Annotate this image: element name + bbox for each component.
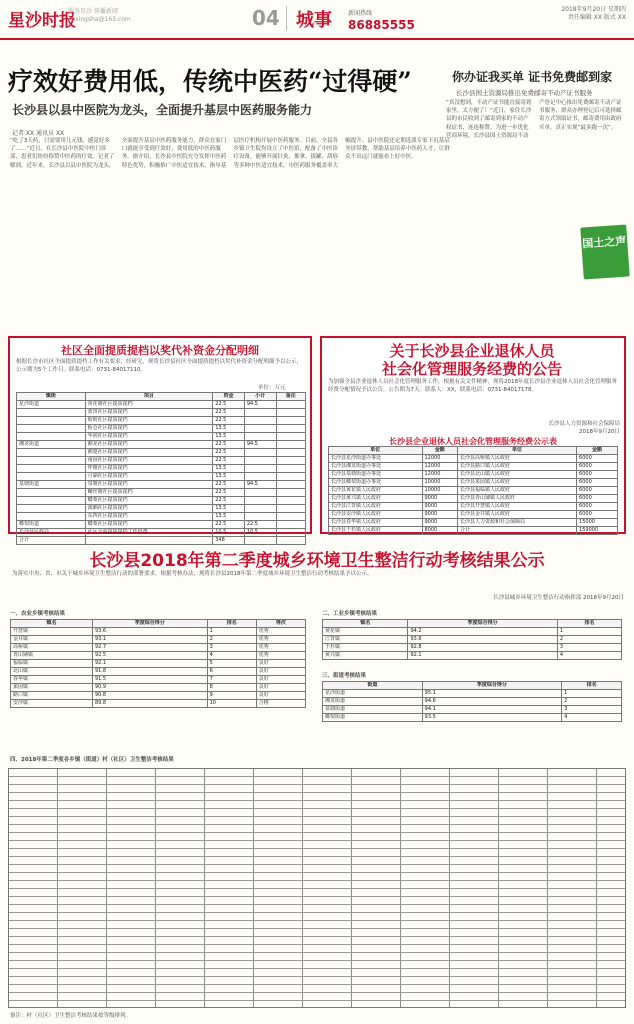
table-cell: 路口镇 (11, 692, 93, 700)
table-row (17, 505, 306, 513)
table-cell (276, 409, 305, 417)
main-subhead: 长沙县以县中医院为龙头，全面提升基层中医药服务能力 (12, 103, 313, 117)
right-article-body: “真没想到，不动产证书能直接寄到家里，太方便了！”近日，家住长沙县的市民收到了邮寄到家的不动产权证书，连连称赞。为进一步优化营商环境，长沙县国土资源局不动产登记中心推出免费邮寄不动产证书服务，群众办理登记后可选择邮寄方式领取证书，邮寄费用由政府买单，真正实现“最多跑一次”。 (446, 100, 622, 139)
table-cell: 4 (562, 714, 622, 722)
table-row (323, 690, 622, 698)
table-cell: 江背镇 (323, 636, 408, 644)
table-cell: 348 (213, 537, 245, 545)
table-cell (276, 465, 305, 473)
village-results-grid (8, 768, 626, 1008)
table-cell: 22.5 (244, 521, 276, 529)
table-cell: 春华镇 (11, 676, 93, 684)
table-cell (244, 489, 276, 497)
footnote: 备注：村（社区）卫生整洁考核结果按等级排列。 (10, 1013, 132, 1019)
table-cell: 良好 (256, 668, 305, 676)
table-cell: 果园镇 (11, 684, 93, 692)
table-cell: 4 (207, 652, 256, 660)
table-cell: 6000 (577, 503, 618, 511)
table-cell: 12000 (422, 471, 458, 479)
table-cell (276, 529, 305, 537)
table-cell (244, 409, 276, 417)
t4-title: 四、2018年第二季度各乡镇（街道）村（社区）卫生整洁考核结果 (10, 757, 174, 763)
fund-table (16, 392, 306, 545)
table-cell (276, 537, 305, 545)
table-cell: 泉塘社区提质提档 (85, 481, 213, 489)
table-cell: 盼盼社区提质提档 (85, 417, 213, 425)
table-header-cell: 街道 (323, 682, 423, 690)
table-cell: 95.1 (422, 690, 562, 698)
right-headline: 你办证我买单 证书免费邮到家 (452, 70, 613, 84)
table-cell: 长沙县果园镇人民政府 (458, 479, 577, 487)
table-cell (276, 449, 305, 457)
table-row (17, 465, 306, 473)
table-cell (276, 481, 305, 489)
table-cell: 9 (207, 692, 256, 700)
table-row (17, 417, 306, 425)
table-row (17, 489, 306, 497)
table-cell: 13.5 (213, 505, 245, 513)
table-cell: 13.5 (213, 433, 245, 441)
table-cell (17, 457, 86, 465)
table-row (11, 668, 306, 676)
fund-title: 社区全面提质提档以奖代补资金分配明细 (61, 344, 259, 357)
table-cell: 9000 (422, 503, 458, 511)
t1-title: 一、农业乡镇考核结果 (10, 611, 66, 617)
table-cell: 湘龙街道 (323, 698, 423, 706)
table-row (329, 527, 618, 535)
table-cell (276, 521, 305, 529)
page-number: 04 (252, 6, 287, 30)
table-row (17, 449, 306, 457)
table-cell: 22.5 (213, 521, 245, 529)
table-cell: 92.8 (408, 644, 557, 652)
table-cell: 泉塘街道 (17, 481, 86, 489)
table-cell: 良好 (256, 692, 305, 700)
assessment-intro: 为落实中央、省、市关于城乡环境卫生整洁行动的部署要求，根据考核办法，现将长沙县2018年第二季度城乡环境卫生整洁行动考核结果予以公示。 (12, 571, 373, 577)
table-row (17, 521, 306, 529)
table-cell: 10.5 (244, 529, 276, 537)
table-cell: 榔梨社区提质提档 (85, 497, 213, 505)
table-cell: 8 (207, 684, 256, 692)
table-cell: 6000 (577, 463, 618, 471)
table-cell: 长沙县高桥镇人民政府 (458, 455, 577, 463)
table-header-cell: 等次 (256, 620, 305, 628)
table-cell (244, 465, 276, 473)
table-cell: 黄花塘社区提质提档 (85, 401, 213, 409)
table-cell: 东四社区提质提档 (85, 513, 213, 521)
table-cell (244, 449, 276, 457)
table-cell (244, 425, 276, 433)
table-cell (276, 457, 305, 465)
table-cell: 优秀 (256, 636, 305, 644)
table-cell: 6 (207, 668, 256, 676)
table-row (329, 511, 618, 519)
table-cell (17, 489, 86, 497)
table-cell: 长沙县星沙街道办事处 (329, 455, 423, 463)
table-cell: 9000 (422, 519, 458, 527)
table-cell: 长沙县人力资源和社会保障局 (458, 519, 577, 527)
table-cell (17, 409, 86, 417)
table-header-cell: 金额 (422, 447, 458, 455)
table-cell: 7 (207, 676, 256, 684)
table-cell: 91.5 (92, 676, 207, 684)
fund-notice-box (8, 336, 312, 543)
table-cell: 长沙县榔梨街道办事处 (329, 479, 423, 487)
table-cell: 12000 (422, 455, 458, 463)
table-cell: 3 (557, 644, 621, 652)
table-cell: 6000 (577, 479, 618, 487)
table-cell (244, 457, 276, 465)
table-cell (17, 473, 86, 481)
table-cell: 93.6 (408, 636, 557, 644)
table-row (17, 441, 306, 449)
table-cell: 90.9 (92, 684, 207, 692)
table-header-cell: 排名 (562, 682, 622, 690)
table-cell: 长沙县金井镇人民政府 (458, 511, 577, 519)
table-cell: 长沙县泉塘街道办事处 (329, 471, 423, 479)
table-cell: 优秀 (256, 628, 305, 636)
table-header-cell: 项目 (85, 393, 213, 401)
table-cell: 94.2 (408, 628, 557, 636)
table-row (11, 660, 306, 668)
table-cell: 北山镇 (11, 668, 93, 676)
table-cell: 长沙县开慧镇人民政府 (458, 503, 577, 511)
pension-title-2: 社会化管理服务经费的公告 (381, 360, 562, 378)
pension-table-title: 长沙县企业退休人员社会化管理服务经费公示表 (389, 437, 557, 446)
table-cell (244, 497, 276, 505)
table-cell: 4 (557, 652, 621, 660)
table-cell (244, 417, 276, 425)
table-cell: 优秀 (256, 652, 305, 660)
table-cell: 福临镇 (11, 660, 93, 668)
table-cell: 92.5 (92, 652, 207, 660)
table-cell (244, 537, 276, 545)
table-cell: 长沙县春华镇人民政府 (329, 519, 423, 527)
table-cell: 1 (557, 628, 621, 636)
table-cell: 良好 (256, 660, 305, 668)
table-header-cell: 季度综合得分 (92, 620, 207, 628)
table-cell: 长沙县青山铺镇人民政府 (458, 495, 577, 503)
assessment-signer: 长沙县城乡环境卫生整洁行动指挥部 2018年9月20日 (493, 595, 624, 601)
table-header-cell: 备注 (276, 393, 305, 401)
table-cell: 9000 (422, 511, 458, 519)
table-row (11, 700, 306, 708)
table-cell (244, 505, 276, 513)
table-row (323, 644, 622, 652)
table-row (17, 529, 306, 537)
table-cell: 合计 (17, 537, 86, 545)
table-cell: 黄花镇 (323, 628, 408, 636)
table-row (11, 676, 306, 684)
table-row (11, 652, 306, 660)
table-header-cell: 资金 (213, 393, 245, 401)
table-cell: 8000 (422, 527, 458, 535)
table-cell: 高桥镇 (11, 644, 93, 652)
table-cell: 10000 (422, 487, 458, 495)
fund-unit: 单位：万元 (258, 385, 286, 391)
table-row (329, 471, 618, 479)
table-cell: 蓝田社区提质提档 (85, 409, 213, 417)
section-title: 城事 (296, 10, 332, 31)
table-row (323, 698, 622, 706)
table-cell: 合格 (256, 700, 305, 708)
table-cell: 2 (207, 636, 256, 644)
table-cell: 6000 (577, 511, 618, 519)
table-row (329, 487, 618, 495)
table-row (329, 479, 618, 487)
table-cell (17, 497, 86, 505)
table-cell: 湘龙街道 (17, 441, 86, 449)
table-cell: 长沙县黄兴镇人民政府 (329, 495, 423, 503)
t3-title: 三、街道考核结果 (322, 673, 367, 679)
table-cell: 青山铺镇 (11, 652, 93, 660)
table-row (17, 481, 306, 489)
table-cell: 94.5 (244, 401, 276, 409)
pension-body: 为加强全县企业退休人员社会化管理服务工作，根据有关文件精神，现将2018年度长沙县企业退休人员社会化管理服务经费分配情况予以公告，公告期为7天。联系人：XX，联系电话：0731-84017178。 (328, 379, 618, 393)
table-cell: 3 (207, 644, 256, 652)
table-cell: 长沙县黄花镇人民政府 (329, 487, 423, 495)
table-cell (17, 425, 86, 433)
table-row (329, 503, 618, 511)
table-cell (276, 433, 305, 441)
table-cell: 泉塘街道 (323, 706, 423, 714)
subdistrict-table (322, 681, 622, 722)
table-cell: 安沙镇 (11, 700, 93, 708)
table-row (11, 684, 306, 692)
table-cell: 长沙县路口镇人民政府 (458, 463, 577, 471)
table-row (323, 706, 622, 714)
table-cell: 90.8 (92, 692, 207, 700)
table-cell: 月湖社区提质提档 (85, 473, 213, 481)
table-cell: 长沙县江背镇人民政府 (329, 503, 423, 511)
main-headline: 疗效好费用低，传统中医药“过得硬” (8, 67, 412, 96)
table-cell (276, 505, 305, 513)
issue-date: 2018年9月20日 星期四 责任编辑 XX 版式 XX (561, 6, 626, 21)
table-row (17, 513, 306, 521)
table-row (11, 628, 306, 636)
table-cell: 良好 (256, 676, 305, 684)
table-cell: 10.5 (213, 529, 245, 537)
masthead-logo: 星沙时报 (8, 11, 76, 31)
table-cell: 94.5 (244, 441, 276, 449)
table-row (17, 473, 306, 481)
table-cell: 92.1 (92, 660, 207, 668)
table-cell: 长沙县北山镇人民政府 (458, 471, 577, 479)
table-row (11, 692, 306, 700)
table-header-cell: 排名 (557, 620, 621, 628)
table-row (17, 409, 306, 417)
table-header-cell: 小计 (244, 393, 276, 401)
table-cell: 榔梨社区提质提档 (85, 521, 213, 529)
table-row (329, 455, 618, 463)
table-cell: 22.5 (213, 441, 245, 449)
table-cell: 10000 (422, 479, 458, 487)
table-cell: 湘龙社区提质提档 (85, 441, 213, 449)
masthead-slogan: 服务星沙 传播新闻 cnxingsha@163.com (68, 8, 131, 23)
table-cell: 黄兴镇 (323, 652, 408, 660)
table-header-cell: 单位 (458, 447, 577, 455)
table-row (11, 636, 306, 644)
hotline-number: 86885555 (348, 18, 415, 32)
pension-title-1: 关于长沙县企业退休人员 (389, 342, 555, 360)
table-cell: 91.8 (92, 668, 207, 676)
table-cell: 1 (207, 628, 256, 636)
table-cell: 22.5 (213, 497, 245, 505)
table-cell: 93.1 (92, 636, 207, 644)
table-cell: 榔梨街道 (17, 521, 86, 529)
table-header-cell: 镇街 (17, 393, 86, 401)
table-header-cell: 季度综合得分 (408, 620, 557, 628)
table-header-cell: 排名 (207, 620, 256, 628)
table-cell (276, 417, 305, 425)
table-cell: 优秀 (256, 644, 305, 652)
table-cell: 10 (207, 700, 256, 708)
table-row (17, 457, 306, 465)
table-row (329, 519, 618, 527)
table-cell (17, 465, 86, 473)
table-cell: 合计 (458, 527, 577, 535)
assessment-headline: 长沙县2018年第二季度城乡环境卫生整洁行动考核结果公示 (89, 551, 545, 571)
table-cell: 94.5 (244, 481, 276, 489)
table-cell: 22.5 (213, 417, 245, 425)
table-cell: 6000 (577, 487, 618, 495)
table-cell: 坪塘社区提质提档 (85, 465, 213, 473)
table-cell: 长沙县湘龙街道办事处 (329, 463, 423, 471)
table-cell: 13.5 (213, 465, 245, 473)
page-header (0, 0, 634, 40)
rural-town-table (10, 619, 306, 708)
table-cell (17, 417, 86, 425)
table-cell (17, 505, 86, 513)
table-cell: 13.5 (213, 425, 245, 433)
table-cell: 金井镇 (11, 636, 93, 644)
table-cell: 2 (557, 636, 621, 644)
table-cell (276, 513, 305, 521)
table-cell: 92.7 (92, 644, 207, 652)
right-subhead: 长沙县国土资源局推出免费邮寄不动产证书服务 (456, 89, 593, 97)
pension-table (328, 446, 618, 535)
table-cell: 1 (562, 690, 622, 698)
table-cell: 3 (562, 706, 622, 714)
table-row (17, 401, 306, 409)
table-row (323, 636, 622, 644)
table-header-cell: 镇名 (323, 620, 408, 628)
land-voice-badge: 国土之声 (580, 224, 630, 279)
table-row (17, 425, 306, 433)
table-cell: 13.5 (213, 513, 245, 521)
table-header-cell: 单位 (329, 447, 423, 455)
table-header-cell: 金额 (577, 447, 618, 455)
table-row (329, 495, 618, 503)
table-cell: 22.5 (213, 449, 245, 457)
pension-signer: 长沙县人力资源和社会保障局 2018年9月20日 (548, 421, 620, 435)
industrial-town-table (322, 619, 622, 660)
table-row (329, 463, 618, 471)
table-cell: 湘楚社区提质提档 (85, 449, 213, 457)
table-cell (244, 433, 276, 441)
table-header-cell: 季度综合得分 (422, 682, 562, 690)
table-row (17, 497, 306, 505)
table-cell: 6000 (577, 455, 618, 463)
table-cell (276, 401, 305, 409)
main-article-body: “吃了3天药，只需要用几元钱，感觉好多了……”近日，在长沙县中医院中医门诊部，患者们纷纷称赞中医药的疗效。记者了解到，近年来，长沙县以县中医院为龙头，全面提升基层中医药服务能力，群众在家门口就能享受到疗效好、费用低的中医药服务。据介绍，长沙县中医院充分发挥中医药特色优势，积极推广中医适宜技术，指导基层医疗机构开展中医药服务。目前，全县各乡镇卫生院均设立了中医馆，配备了中医诊疗设备，能够开展针灸、推拿、拔罐、刮痧等多种中医适宜技术，中医药服务覆盖率大幅提升。县中医院还定期选派专家下沉基层坐诊带教，帮助基层培养中医药人才，让群众不出远门就能看上好中医。 (10, 138, 450, 169)
table-cell: 93.5 (422, 714, 562, 722)
table-cell: 92.1 (408, 652, 557, 660)
table-cell: 干杉镇 (323, 644, 408, 652)
table-cell: 94.1 (422, 706, 562, 714)
table-cell: 星沙街道 (323, 690, 423, 698)
table-cell: 星沙街道 (17, 401, 86, 409)
table-cell: 5 (207, 660, 256, 668)
table-cell: 2 (562, 698, 622, 706)
table-row (17, 433, 306, 441)
table-cell: 89.8 (92, 700, 207, 708)
fund-body: 根据长沙市社区全面提质提档工作有关要求，经研究，现将长沙县社区全面提质提档以奖代补资金分配明细予以公示，公示期为5个工作日。联系电话：0731-84017110。 (16, 359, 303, 373)
table-cell (276, 441, 305, 449)
t2-title: 二、工业乡镇考核结果 (322, 611, 378, 617)
table-cell: 6000 (577, 471, 618, 479)
table-cell (276, 425, 305, 433)
table-cell: 南园社区提质提档 (85, 457, 213, 465)
table-cell: 社区全面提质提档工作经费 (85, 529, 213, 537)
table-cell: 9000 (422, 495, 458, 503)
table-row (11, 644, 306, 652)
table-cell: 漓湘社区提质提档 (85, 505, 213, 513)
table-cell: 板仓社区提质提档 (85, 425, 213, 433)
table-cell: 榔梨街道 (323, 714, 423, 722)
table-cell: 长沙县安沙镇人民政府 (329, 511, 423, 519)
table-cell: 159000 (577, 527, 618, 535)
table-cell: 15000 (577, 519, 618, 527)
table-cell: 13.5 (213, 473, 245, 481)
main-byline: 记者 XX 通讯员 XX (12, 130, 65, 137)
table-cell: 良好 (256, 684, 305, 692)
table-header-cell: 镇名 (11, 620, 93, 628)
table-cell: 螺丝塘社区提质提档 (85, 489, 213, 497)
table-row (323, 652, 622, 660)
table-cell (276, 473, 305, 481)
table-cell: 22.5 (213, 481, 245, 489)
table-cell: 长沙县干杉镇人民政府 (329, 527, 423, 535)
table-cell: 22.5 (213, 457, 245, 465)
pension-notice-box (320, 336, 626, 534)
table-cell (17, 513, 86, 521)
table-cell: 94.6 (422, 698, 562, 706)
table-cell (17, 433, 86, 441)
table-cell (17, 449, 86, 457)
table-cell: 长沙县民政局 (17, 529, 86, 537)
table-cell: 22.5 (213, 489, 245, 497)
table-cell (244, 513, 276, 521)
table-cell: 22.5 (213, 401, 245, 409)
table-row (323, 628, 622, 636)
table-cell (244, 473, 276, 481)
table-cell: 华润社区提质提档 (85, 433, 213, 441)
table-cell (85, 537, 213, 545)
table-cell: 93.6 (92, 628, 207, 636)
table-cell: 6000 (577, 495, 618, 503)
table-cell: 开慧镇 (11, 628, 93, 636)
table-row (17, 537, 306, 545)
hotline-label: 新闻热线 (348, 10, 373, 17)
table-cell (276, 497, 305, 505)
table-cell: 22.5 (213, 409, 245, 417)
table-row (323, 714, 622, 722)
table-cell: 12000 (422, 463, 458, 471)
table-cell: 长沙县福临镇人民政府 (458, 487, 577, 495)
table-cell (276, 489, 305, 497)
